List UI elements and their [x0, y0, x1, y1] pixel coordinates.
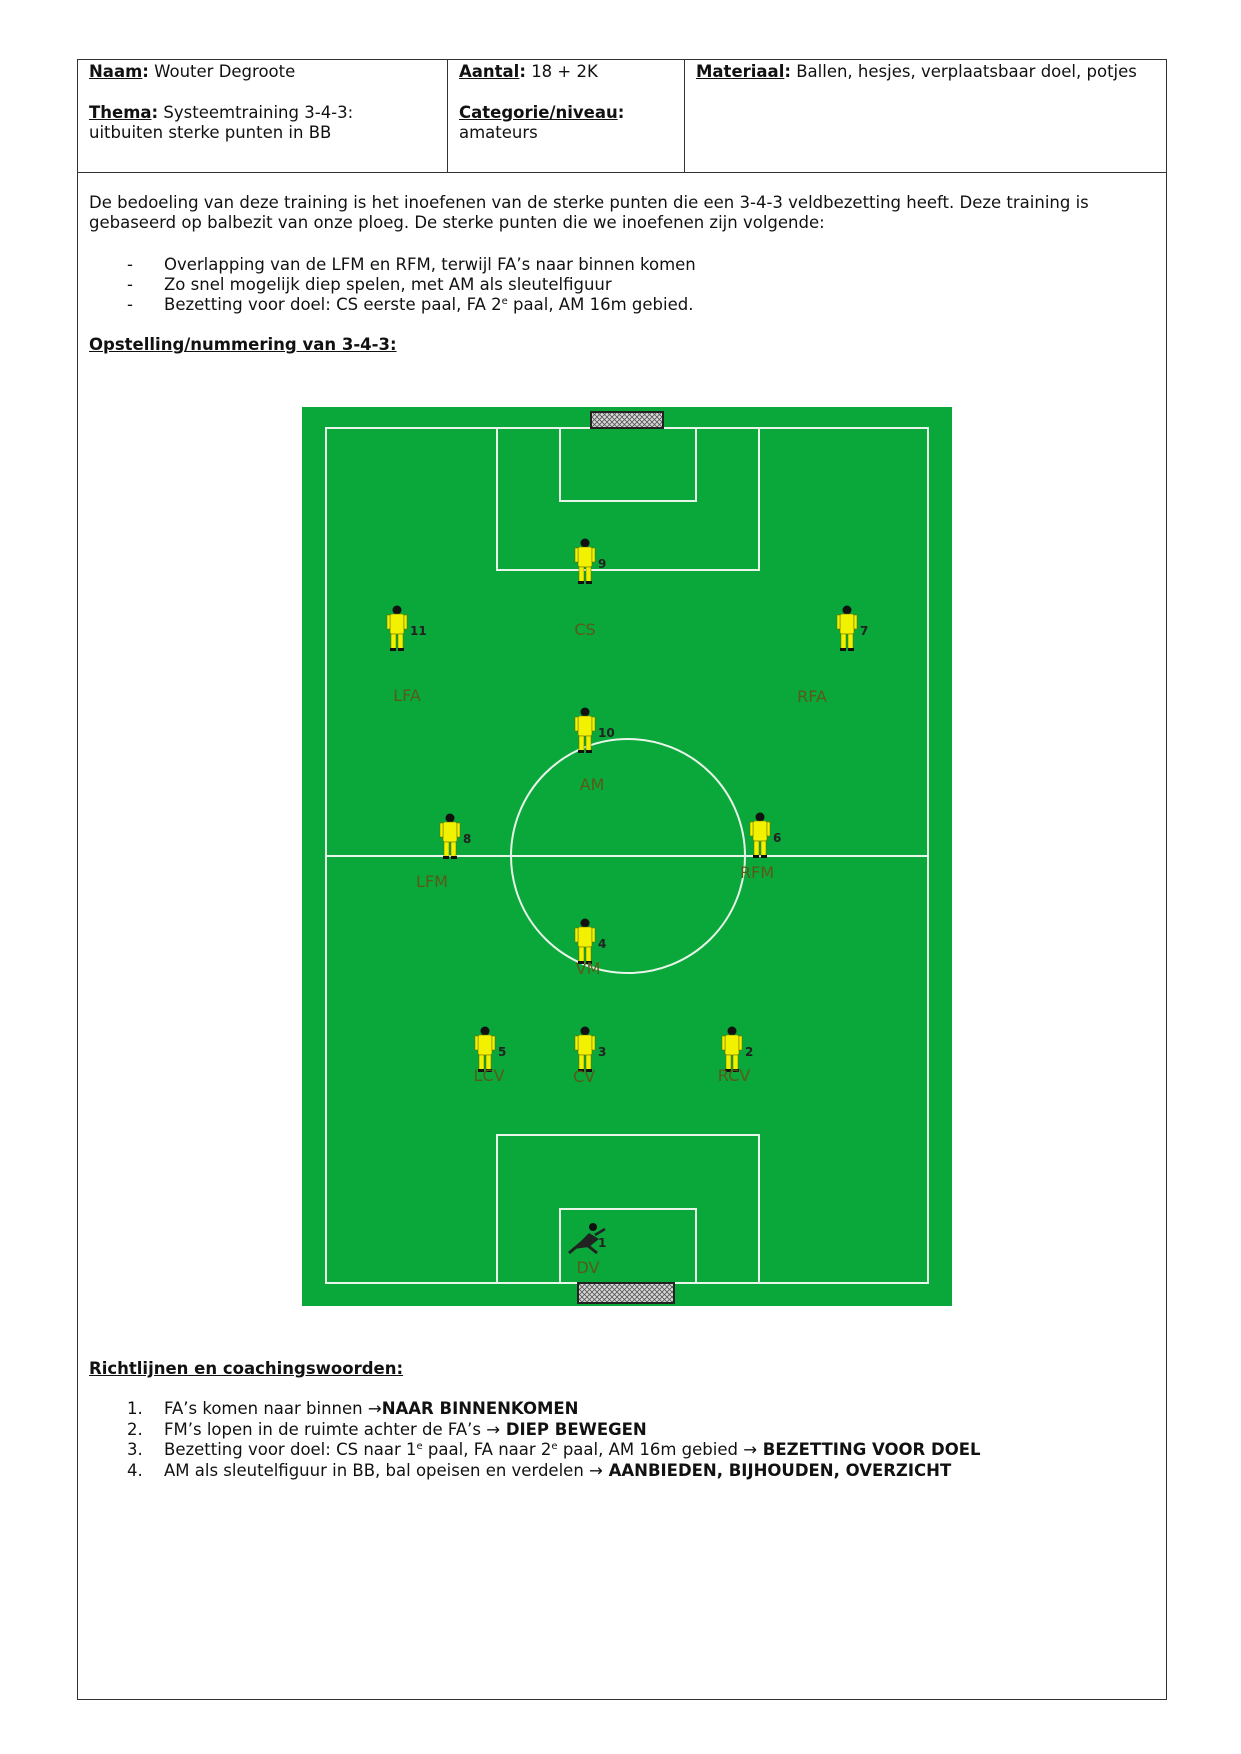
categorie-value: amateurs	[459, 123, 538, 142]
player-role-label: RFA	[797, 687, 827, 706]
player-role-label: RFM	[739, 863, 775, 882]
player-number: 5	[498, 1045, 507, 1059]
formation-title: Opstelling/nummering van 3-4-3:	[89, 335, 397, 354]
player-number: 10	[598, 726, 615, 740]
player-number: 9	[598, 557, 607, 571]
intro-section	[89, 193, 1149, 355]
player-role-label: LCV	[473, 1066, 505, 1085]
list-item: 1. FA’s komen naar binnen →NAAR BINNENKOMEN	[127, 1399, 579, 1418]
thema-value-2: uitbuiten sterke punten in BB	[89, 123, 332, 142]
player-role-label: LFM	[416, 872, 448, 891]
header-cell-aantal-categorie: Aantal: 18 + 2K Categorie/niveau: amateurs	[448, 60, 685, 173]
player-number: 2	[745, 1045, 754, 1059]
materiaal-value: Ballen, hesjes, verplaatsbaar doel, potjes	[796, 62, 1137, 81]
player-role-label: CS	[574, 620, 596, 639]
list-item: 2. FM’s lopen in de ruimte achter de FA’s → DIEP BEWEGEN	[127, 1419, 647, 1439]
list-item: 3. Bezetting voor doel: CS naar 1e paal, FA naar 2e paal, AM 16m gebied → BEZETTING VOOR DOEL	[127, 1440, 981, 1459]
player-number: 4	[598, 937, 607, 951]
intro-line-2: gebaseerd op balbezit van onze ploeg. De sterke punten die we inoefenen zijn volgende:	[89, 213, 825, 232]
naam-label: Naam	[89, 62, 143, 81]
goal-top	[591, 412, 663, 428]
materiaal-label: Materiaal	[696, 62, 785, 81]
aantal-value: 18 + 2K	[531, 62, 598, 81]
guidelines-list	[89, 1399, 981, 1481]
intro-line-1: De bedoeling van deze training is het inoefenen van de sterke punten die een 3-4-3 veldbezetting heeft. Deze training is	[89, 193, 1089, 212]
strong-points-list	[89, 255, 1149, 315]
thema-value-1: Systeemtraining 3-4-3:	[163, 103, 354, 122]
list-item: 4. AM als sleutelfiguur in BB, bal opeisen en verdelen → AANBIEDEN, BIJHOUDEN, OVERZICHT	[127, 1460, 952, 1480]
aantal-label: Aantal	[459, 62, 520, 81]
header-cell-materiaal: Materiaal: Ballen, hesjes, verplaatsbaar doel, potjes	[696, 62, 1137, 81]
naam-value: Wouter Degroote	[154, 62, 296, 81]
player-number: 7	[860, 624, 869, 638]
player-role-label: DV	[576, 1258, 600, 1277]
list-item: - Zo snel mogelijk diep spelen, met AM als sleutelfiguur	[127, 275, 612, 294]
list-item: - Bezetting voor doel: CS eerste paal, FA 2e paal, AM 16m gebied.	[127, 295, 694, 314]
goal-bottom	[578, 1283, 674, 1303]
player-role-label: CV	[572, 1067, 596, 1086]
thema-label: Thema	[89, 103, 152, 122]
player-number: 8	[463, 832, 472, 846]
list-item: - Overlapping van de LFM en RFM, terwijl FA’s naar binnen komen	[127, 255, 696, 274]
player-role-label: AM	[579, 775, 605, 794]
player-number: 11	[410, 624, 427, 638]
player-role-label: LFA	[393, 686, 421, 705]
player-role-label: RCV	[717, 1066, 751, 1085]
header-cell-naam-thema: Naam: Wouter Degroote Thema: Systeemtraining 3-4-3: uitbuiten sterke punten in BB	[78, 60, 448, 173]
player-number: 3	[598, 1045, 607, 1059]
guidelines-title: Richtlijnen en coachingswoorden:	[89, 1359, 404, 1378]
player-number: 1	[598, 1236, 607, 1250]
header-table	[78, 60, 1166, 173]
pitch-diagram	[302, 407, 952, 1306]
player-role-label: VM	[575, 959, 601, 978]
player-number: 6	[773, 831, 782, 845]
categorie-label: Categorie/niveau	[459, 103, 618, 122]
